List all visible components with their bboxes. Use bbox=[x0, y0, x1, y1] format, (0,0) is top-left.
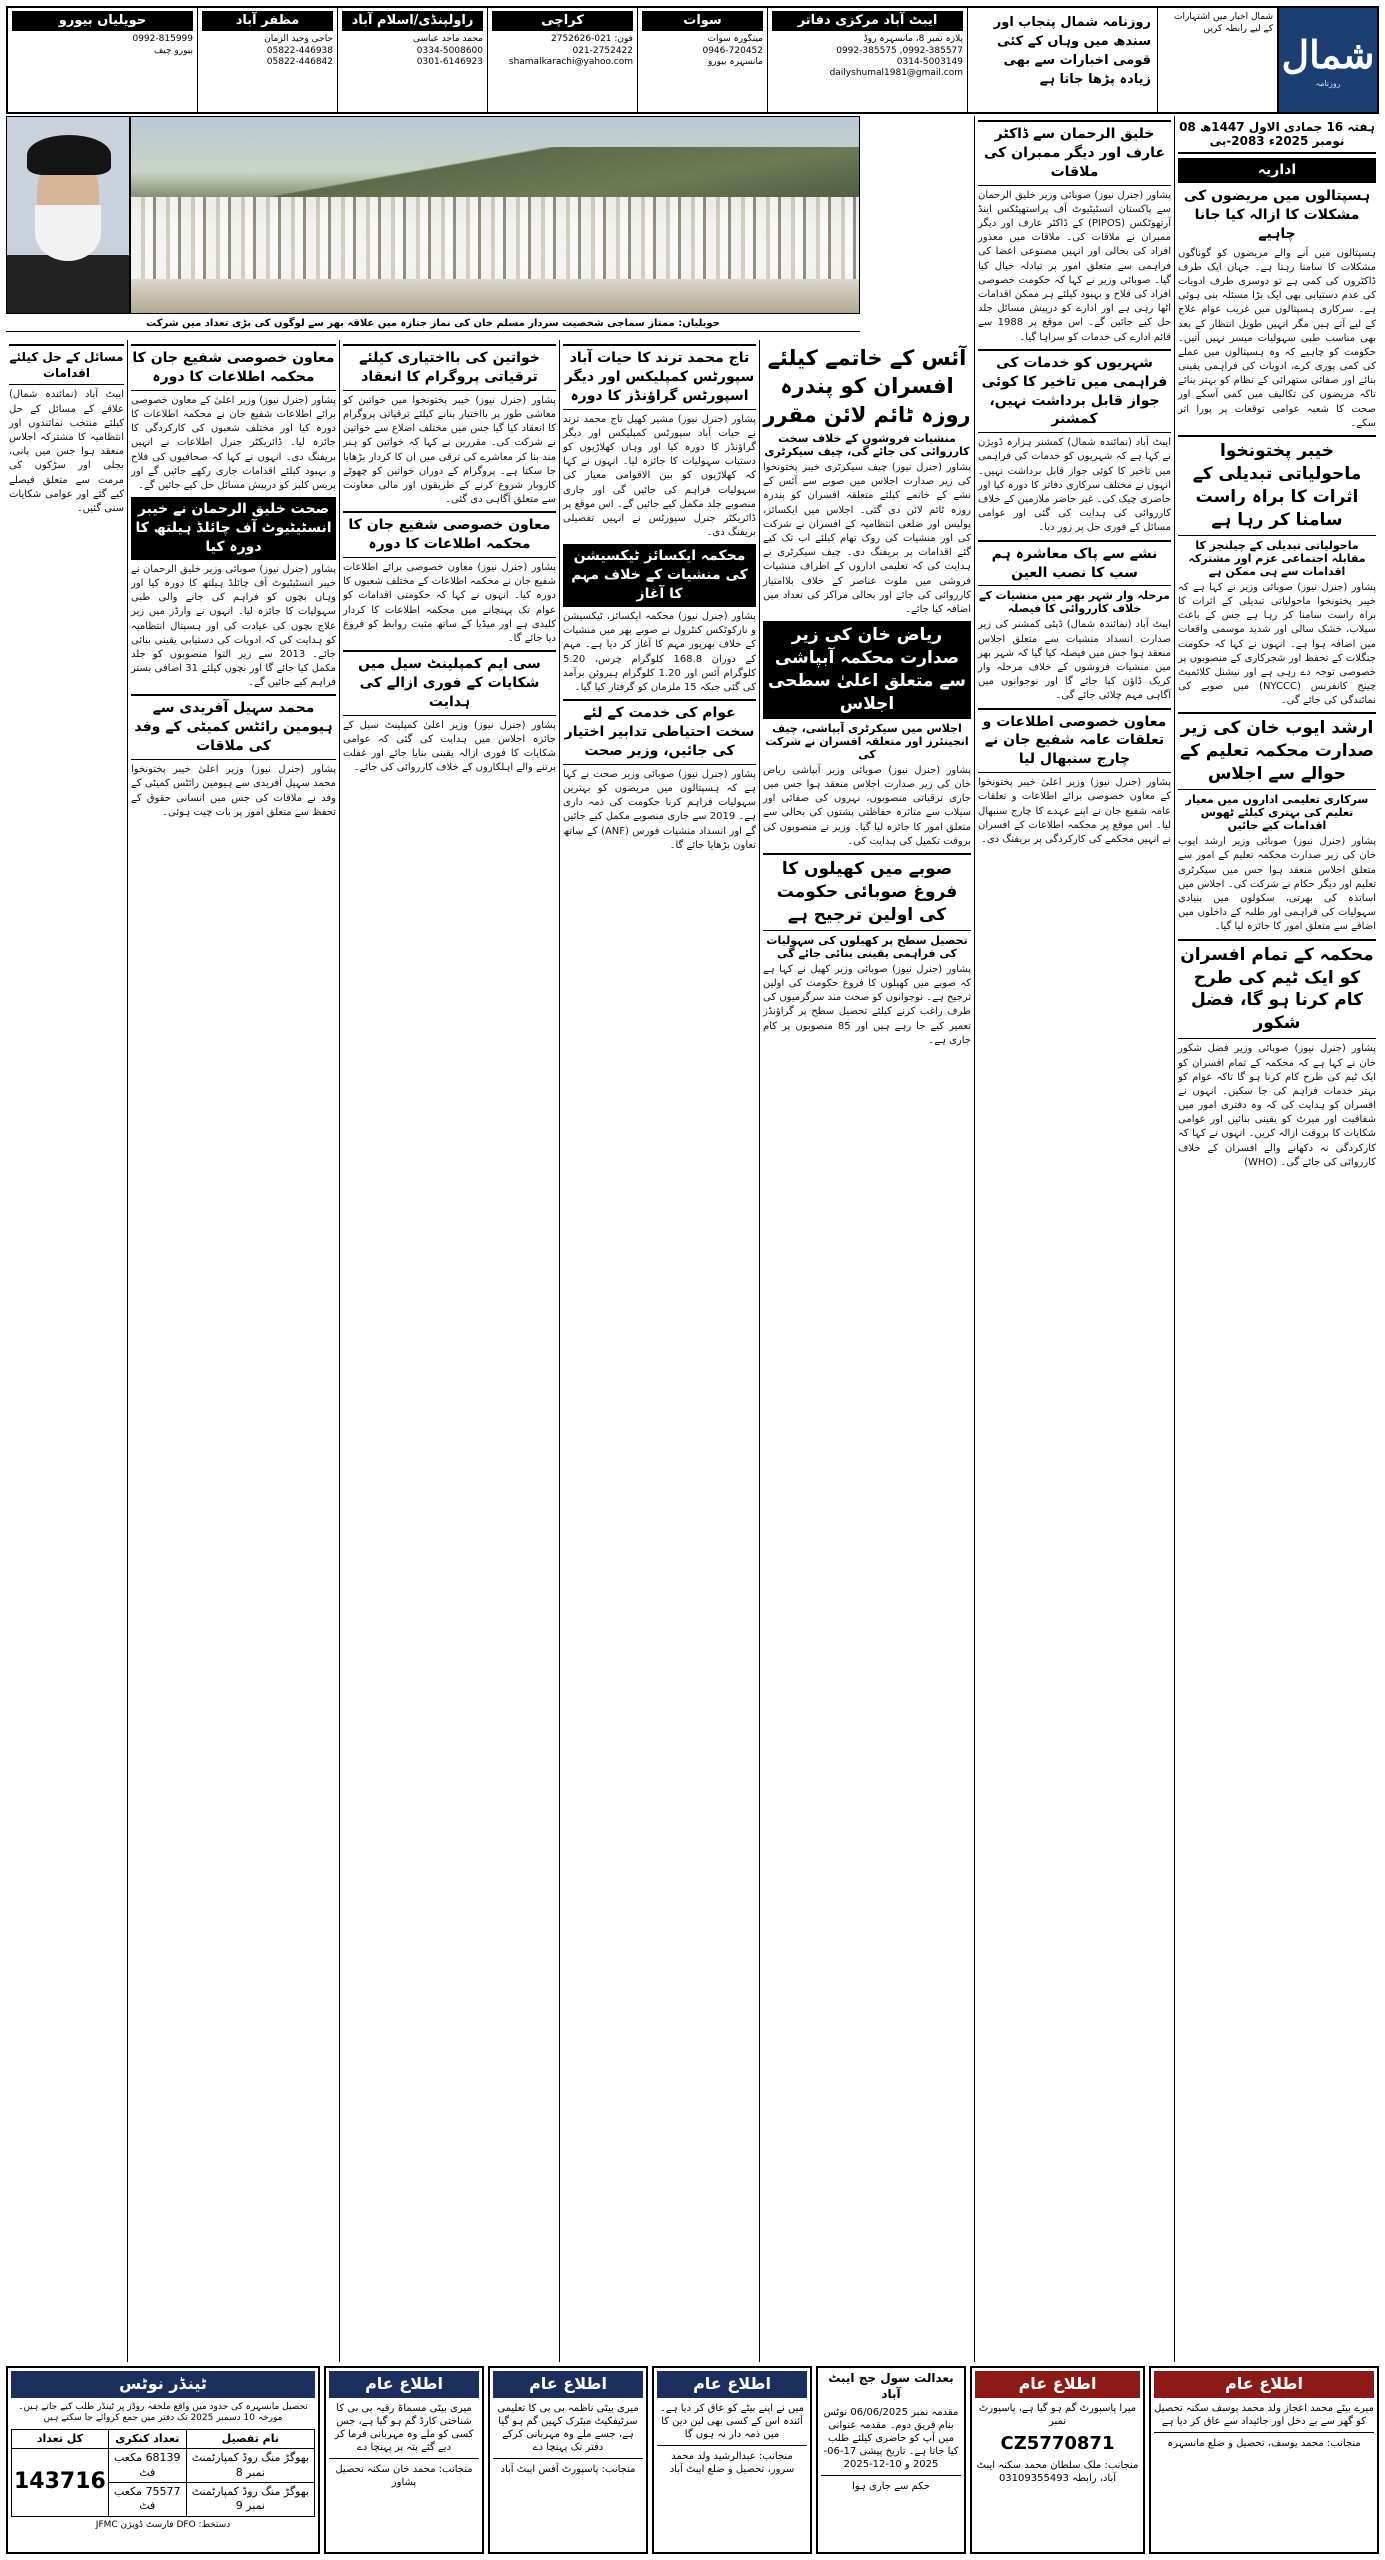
ad-title: اطلاع عام bbox=[493, 2371, 643, 2398]
table-header: کل تعداد bbox=[12, 2430, 109, 2449]
table-header: نام تفصیل bbox=[186, 2430, 314, 2449]
subheadline: اجلاس میں سیکرٹری آبپاشی، چیف انجینئرز اور متعلقہ افسران نے شرکت کی bbox=[765, 721, 969, 761]
article-body: پشاور (جنرل نیوز) مشیر کھیل تاج محمد ترند نے حیات آباد سپورٹس کمپلیکس اور دیگر گراؤنڈز کا دورہ کیا اور وہاں کھلاڑیوں کو دستیاب سہولیات کا جائزہ لیا۔ انہوں نے کہا کہ کھلاڑیوں کو بین الاقوامی معیار کی سہولیات فراہم کی جائیں گی اور جاری منصوبے جلد مکمل کیے جائیں گے۔ اس موقع پر ڈائریکٹر جنرل سپورٹس نے انہیں تفصیلی بریفنگ دی۔ bbox=[563, 413, 756, 539]
subheadline: ماحولیاتی تبدیلی کے چیلنجز کا مقابلہ اجتماعی عزم اور مشترکہ اقدامات سے ہی ممکن ہے bbox=[1188, 538, 1366, 578]
public-notice-ad[interactable] bbox=[970, 2366, 1145, 2554]
office-city: مظفر آباد bbox=[202, 11, 333, 31]
logo-subtitle: روزنامہ bbox=[1315, 78, 1341, 88]
ad-title: اطلاع عام bbox=[329, 2371, 479, 2398]
article-body: پشاور (جنرل نیوز) وزیر اعلیٰ کمپلینٹ سیل کے جائزہ اجلاس میں ہدایت کی گئی کہ عوامی شکایات کا فوری ازالہ یقینی بنایا جائے اور غفلت برتنے والے اہلکاروں کے خلاف کارروائی کی جائے۔ bbox=[343, 719, 556, 774]
headline[interactable]: محکمہ ایکسائز ٹیکسیشن کی منشیات کے خلاف مہم کا آغاز bbox=[563, 544, 756, 607]
column-editorial bbox=[1174, 116, 1379, 2362]
table-cell: 75577 مکعب فٹ bbox=[108, 2483, 186, 2517]
funeral-crowd-photo bbox=[130, 116, 860, 314]
ad-text: میری بیٹی مسماۃ رقیہ بی بی کا شناختی کارڈ گم ہو گیا ہے، جس کسی کو ملے وہ مہربانی فرما کر دیے گئے پتہ پر پہنچا دے bbox=[334, 2402, 474, 2453]
article-body: پشاور (جنرل نیوز) صوبائی وزیر خلیق الرحمان نے خیبر انسٹیٹیوٹ آف چائلڈ ہیلتھ کا دورہ کیا اور وہاں بچوں کو فراہم کی جانے والی طبی سہولیات کا جائزہ لیا۔ انہوں نے وارڈز میں زیر علاج بچوں کی عیادت کی اور ہسپتال انتظامیہ کو ہدایت کی کہ ادویات کی دستیابی یقینی بنائی جائے۔ 2013 سے زیر التوا منصوبوں کو جلد مکمل کیا جائے گا اور بچوں کیلئے 31 اضافی بستر فراہم کیے جائیں گے۔ bbox=[131, 563, 337, 689]
ad-text: میرے بیٹے محمد اعجاز ولد محمد یوسف سکنہ تحصیل کو گھر سے بے دخل اور جائیداد سے عاق کر دیا ہے bbox=[1154, 2402, 1374, 2427]
office-line: فون: 021-2752626 bbox=[551, 34, 633, 45]
headline[interactable]: شہریوں کو خدمات کی فراہمی میں تاخیر کا کوئی جواز قابل برداشت نہیں، کمشنر bbox=[978, 349, 1171, 434]
article-body: پشاور (جنرل نیوز) صوبائی وزیر کھیل نے کہا ہے کہ صوبے میں کھیلوں کا فروغ حکومت کی اولین ترجیح ہے۔ نوجوانوں کو صحت مند سرگرمیوں کی طرف راغب کرنے کیلئے تحصیل سطح پر گراؤنڈز تعمیر کیے جا رہے ہیں اور 85 منصوبوں پر کام جاری ہے۔ bbox=[763, 963, 971, 1046]
office-box bbox=[8, 8, 197, 112]
portrait-shawl bbox=[7, 255, 129, 313]
article-body: پشاور (جنرل نیوز) وزیر اعلیٰ کے معاون خصوصی برائے اطلاعات شفیع جان نے محکمہ اطلاعات کا دورہ کیا اور مختلف شعبوں کی کارکردگی کا جائزہ لیا۔ ڈائریکٹر جنرل اطلاعات نے انہیں بریفنگ دی۔ انہوں نے کہا کہ صحافیوں کی فلاح و بہبود کیلئے اقدامات جاری رکھے جائیں گے اور پریس کلبز کو درپیش مسائل حل کیے جائیں گے۔ bbox=[131, 394, 336, 491]
headline[interactable]: خلیق الرحمان سے ڈاکٹر عارف اور دیگر ممبران کی ملاقات bbox=[978, 120, 1171, 186]
ad-text: تحصیل مانسہرہ کی حدود میں واقع ملحقہ روڈز پر ٹینڈر طلب کیے جاتے ہیں۔ مورخہ 10 دسمبر 2025 تک دفتر میں جمع کروائے جا سکتے ہیں bbox=[18, 2401, 308, 2424]
tender-notice-ad[interactable] bbox=[6, 2366, 320, 2554]
editorial-heading[interactable]: ہسپتالوں میں مریضوں کی مشکلات کا ازالہ کیا جانا چاہیے bbox=[1183, 187, 1371, 242]
public-notice-ad[interactable] bbox=[324, 2366, 484, 2554]
table-cell: بھوگڑ منگ روڈ کمپارٹمنٹ نمبر 9 bbox=[186, 2483, 314, 2517]
office-line: 0301-6146923 bbox=[416, 56, 483, 67]
office-line: 0992-815999 bbox=[132, 34, 193, 45]
newspaper-logo[interactable] bbox=[1277, 8, 1377, 112]
tender-table bbox=[11, 2429, 315, 2516]
office-line: 021-2752422 bbox=[572, 45, 633, 56]
headline[interactable]: تاج محمد ترند کا حیات آباد سپورٹس کمپلیکس اور دیگر اسپورٹس گراؤنڈز کا دورہ bbox=[563, 344, 756, 410]
article-body: پشاور (جنرل نیوز) صوبائی وزیر فضل شکور خان نے کہا ہے کہ محکمہ کے تمام افسران کو ایک ٹیم کی طرح کام کرنا ہو گا تاکہ عوام کو بہتر خدمات فراہم کی جا سکیں۔ انہوں نے افسران کو ہدایت کی کہ وہ دفتری امور میں شفافیت اور میرٹ کو یقینی بنائیں اور عوامی شکایات کا بروقت ازالہ کریں۔ انہوں نے کہا کہ کارکردگی نہ دکھانے والے افسران کے خلاف کارروائی کی جائے گی۔ (WHO) bbox=[1178, 1043, 1376, 1168]
article-body: ایبٹ آباد (نمائندہ شمال) ڈپٹی کمشنر کی زیر صدارت انسداد منشیات سے متعلق اجلاس منعقد ہوا جس میں فیصلہ کیا گیا کہ شہر بھر میں منشیات فروشوں کے خلاف مرحلہ وار کریک ڈاؤن کیا جائے گا اور نوجوانوں میں آگاہی مہم چلائی جائے گی۔ bbox=[978, 619, 1171, 702]
headline[interactable]: عوام کی خدمت کے لئے سخت احتیاطی تدابیر اختیار کی جائیں، وزیر صحت bbox=[563, 699, 756, 765]
logo-text: شمال bbox=[1281, 31, 1375, 77]
office-city: راولپنڈی/اسلام آباد bbox=[342, 11, 483, 31]
headline[interactable]: معاون خصوصی شفیع جان کا محکمہ اطلاعات کا دورہ bbox=[131, 344, 336, 391]
headline[interactable]: نشے سے پاک معاشرہ ہم سب کا نصب العین bbox=[978, 540, 1171, 587]
office-line: 0334-5008600 bbox=[416, 45, 483, 56]
table-cell: بھوگڑ منگ روڈ کمپارٹمنٹ نمبر 8 bbox=[186, 2449, 314, 2483]
article-body: پشاور (جنرل نیوز) صوبائی وزیر ارشد ایوب خان کی زیر صدارت محکمہ تعلیم کے امور سے متعلق اجلاس منعقد ہوا جس میں سیکرٹری تعلیم اور دیگر حکام نے شرکت کی۔ اجلاس میں اساتذہ کی بھرتی، سکولوں میں بنیادی سہولیات کی فراہمی اور طلبہ کے داخلوں میں اضافے سے متعلق امور کا جائزہ لیا گیا۔ bbox=[1178, 836, 1376, 933]
ad-title: ٹینڈر نوٹس bbox=[11, 2371, 315, 2398]
headline[interactable]: مسائل کے حل کیلئے اقدامات bbox=[9, 344, 124, 385]
ad-text: میری بیٹی ناظمہ بی بی کا تعلیمی سرٹیفکیٹ میٹرک کہیں گم ہو گیا ہے، جسے ملے وہ مہربانی کرکے دفتر تک پہنچا دے bbox=[497, 2402, 639, 2453]
office-box bbox=[337, 8, 487, 112]
portrait-beard bbox=[35, 205, 101, 261]
office-line: حاجی وحید الزمان bbox=[264, 34, 333, 45]
photo-crowd bbox=[131, 197, 859, 279]
masthead bbox=[6, 6, 1379, 114]
table-cell: 68139 مکعب فٹ bbox=[108, 2449, 186, 2483]
public-notice-ad[interactable] bbox=[652, 2366, 812, 2554]
office-line: 0992-385577, 0992-385575 bbox=[836, 45, 963, 56]
lead-headline[interactable]: آئس کے خاتمے کیلئے افسران کو پندرہ روزہ ٹائم لائن مقرر bbox=[763, 346, 971, 427]
portrait-photo bbox=[6, 116, 130, 314]
public-notice-ad[interactable] bbox=[488, 2366, 648, 2554]
ad-title: اطلاع عام bbox=[657, 2371, 807, 2398]
article-body: پشاور (جنرل نیوز) خیبر پختونخوا میں خواتین کو معاشی طور پر بااختیار بنانے کیلئے ترقیاتی پروگرام کا انعقاد کیا گیا جس میں مختلف اضلاع سے خواتین نے شرکت کی۔ مقررین نے کہا کہ خواتین کو ہنر مند بنا کر معاشرے کی ترقی میں ان کا کردار بڑھایا جا سکتا ہے۔ پروگرام کے دوران خواتین کو چھوٹے کاروبار شروع کرنے کے طریقوں اور مالی معاونت سے متعلق آگاہی دی گئی۔ bbox=[343, 394, 556, 506]
headline[interactable]: صحت خلیق الرحمان نے خیبر انسٹیٹیوٹ آف چائلڈ ہیلتھ کا دورہ کیا bbox=[131, 497, 336, 560]
headline[interactable]: خیبر پختونخوا ماحولیاتی تبدیلی کے اثرات کا براہ راست سامنا کر رہا ہے bbox=[1178, 435, 1376, 536]
article-body: پشاور (جنرل نیوز) وزیر اعلیٰ خیبر پختونخوا کے معاون خصوصی برائے اطلاعات و تعلقات عامہ شفیع جان نے اپنے عہدے کا چارج سنبھال لیا۔ اس موقع پر محکمہ اطلاعات کے افسران نے انہیں محکمے کی کارکردگی پر بریفنگ دی۔ bbox=[978, 777, 1171, 845]
ad-footer: منجانب: ملک سلطان محمد سکنہ ایبٹ آباد، رابطہ 03109355493 bbox=[976, 2460, 1139, 2485]
office-line: 0314-5003149 bbox=[896, 56, 963, 67]
subheadline: منشیات فروشوں کے خلاف سخت کارروائی کی جائے گی، چیف سیکرٹری bbox=[764, 432, 970, 459]
ad-footer: منجانب: پاسپورٹ آفس ایبٹ آباد bbox=[500, 2463, 636, 2475]
ad-footer: منجانب: محمد یوسف، تحصیل و ضلع مانسہرہ bbox=[1167, 2437, 1361, 2449]
office-line: بیورو چیف bbox=[153, 45, 193, 56]
ad-text: مقدمہ نمبر 06/06/2025 نوٹس بنام فریق دوم۔ مقدمہ عنوانی میں آپ کو حاضری کیلئے طلب کیا جاتا ہے۔ تاریخ پیشی 17-06-2025 و 10-12-2025 bbox=[823, 2407, 959, 2471]
ad-text: میرا پاسپورٹ گم ہو گیا ہے، پاسپورٹ نمبر bbox=[978, 2402, 1137, 2427]
public-notice-ad[interactable] bbox=[1149, 2366, 1379, 2554]
office-line: مینگورہ سوات bbox=[707, 34, 763, 45]
office-line: 05822-446938 bbox=[266, 45, 333, 56]
ad-text: میں نے اپنے بیٹے کو عاق کر دیا ہے۔ آئندہ اس کے کسی بھی لین دین کا میں ذمہ دار نہ ہوں گا bbox=[659, 2402, 804, 2440]
office-box bbox=[197, 8, 337, 112]
article-body: پشاور (جنرل نیوز) معاون خصوصی برائے اطلاعات شفیع جان نے محکمہ اطلاعات کے مختلف شعبوں کا دورہ کیا۔ انہوں نے کہا کہ حکومتی اقدامات کو عوام تک پہنچانے میں محکمہ اطلاعات کا کردار کلیدی ہے اور میڈیا کے ساتھ مثبت روابط کو فروغ دیا جائے گا۔ bbox=[343, 562, 556, 644]
office-box bbox=[487, 8, 637, 112]
subheadline: سرکاری تعلیمی اداروں میں معیار تعلیم کی بہتری کیلئے ٹھوس اقدامات کیے جائیں bbox=[1185, 793, 1369, 833]
column-d bbox=[559, 340, 759, 2362]
headline[interactable]: معاون خصوصی شفیع جان کا محکمہ اطلاعات کا دورہ bbox=[343, 511, 556, 558]
date-line: ہفتہ 16 جمادی الاول 1447ھ 08 نومبر 2025ء 2083-بی bbox=[1178, 116, 1376, 154]
article-body: پشاور (جنرل نیوز) وزیر اعلیٰ خیبر پختونخوا محمد سہیل آفریدی سے ہیومین رائٹس کمیٹی کے وفد نے ملاقات کی جس میں انسانی حقوق کے تحفظ سے متعلق امور پر بات چیت ہوئی۔ bbox=[131, 764, 336, 818]
headline[interactable]: سی ایم کمپلینٹ سیل میں شکایات کے فوری ازالے کی ہدایت bbox=[343, 650, 556, 716]
office-city: کراچی bbox=[492, 11, 633, 31]
article-body: ایبٹ آباد (نمائندہ شمال) علاقے کے مسائل کے حل کیلئے منتخب نمائندوں اور انتظامیہ کا مشترکہ اجلاس منعقد ہوا جس میں پانی، بجلی اور سڑکوں کی مرمت سے متعلق فیصلے کیے گئے اور عوامی شکایات سنی گئیں۔ bbox=[9, 389, 124, 514]
office-line: محمد ماجد عباسی bbox=[412, 34, 483, 45]
article-body: پشاور (جنرل نیوز) صوبائی وزیر آبپاشی ریاض خان کی زیر صدارت اجلاس منعقد ہوا جس میں جاری ترقیاتی منصوبوں، نہروں کی صفائی اور سیلاب سے متاثرہ حفاظتی پشتوں کی بحالی سے متعلق امور کا جائزہ لیا گیا۔ وزیر نے منصوبوں کی بروقت تکمیل کی ہدایت کی۔ bbox=[763, 764, 971, 847]
masthead-tagline: روزنامہ شمال پنجاب اور سندھ میں وہاں کے کئی قومی اخبارات سے بھی زیادہ پڑھا جاتا ہے bbox=[967, 8, 1157, 112]
tender-total: 143716 bbox=[12, 2449, 109, 2516]
table-header: تعداد کنکری bbox=[108, 2430, 186, 2449]
column-e bbox=[339, 340, 559, 2362]
headline[interactable]: محکمہ کے تمام افسران کو ایک ٹیم کی طرح کام کرنا ہو گا، فضل شکور bbox=[1178, 939, 1376, 1040]
office-line: 0946-720452 bbox=[702, 45, 763, 56]
ad-footer: حکم سے جاری ہوا bbox=[852, 2481, 930, 2493]
article-body: پشاور (جنرل نیوز) صوبائی وزیر خلیق الرحمان سے پاکستان انسٹیٹیوٹ آف پراستھیٹکس اینڈ آرتھوٹکس (PIPOS) کے ڈاکٹر عارف اور دیگر ممبران نے ملاقات کی۔ ملاقات میں معذور افراد کی بحالی اور انہیں مصنوعی اعضا کی فراہمی سے متعلق امور پر تبادلہ خیال کیا گیا۔ صوبائی وزیر نے کہا کہ حکومت خصوصی افراد کی فلاح و بہبود کیلئے ہر ممکن اقدامات اٹھا رہی ہے اور ادارے کو درپیش مسائل جلد حل کیے جائیں گے۔ اس موقع پر 1988 سے قائم ادارے کی خدمات کو سراہا گیا۔ bbox=[978, 189, 1171, 343]
photo-hills bbox=[131, 147, 859, 202]
office-email[interactable]: dailyshumal1981@gmail.com bbox=[829, 68, 963, 78]
column-f bbox=[127, 340, 339, 2362]
ad-title: بعدالت سول جج ایبٹ آباد bbox=[828, 2371, 954, 2401]
subheadline: تحصیل سطح پر کھیلوں کی سہولیات کی فراہمی یقینی بنائی جائے گی bbox=[766, 933, 968, 960]
portrait-turban bbox=[27, 135, 111, 175]
editorial-body: ہسپتالوں میں آنے والے مریضوں کو گوناگوں مشکلات کا سامنا رہتا ہے۔ جہاں ایک طرف ڈاکٹروں کی کمی ہے تو دوسری طرف ادویات کی عدم دستیابی بھی ایک بڑا مسئلہ بنی ہوئی ہے۔ سرکاری ہسپتالوں میں غریب عوام علاج کے لیے آتے ہیں مگر انہیں طویل انتظار کے بعد بھی مناسب طبی سہولیات میسر نہیں آتیں۔ حکومت کو چاہیے کہ وہ ہسپتالوں میں عملے کی کمی پوری کرے، ادویات کی فراہمی یقینی بنائے اور صفائی ستھرائی کے نظام کو بہتر بنائے تاکہ مریضوں کی تکالیف میں کمی آسکے اور صحت کا شعبہ عوامی توقعات پر پورا اتر سکے۔ bbox=[1178, 247, 1376, 429]
office-city: حویلیاں بیورو bbox=[12, 11, 193, 31]
column-b bbox=[974, 116, 1174, 2362]
headline[interactable]: خواتین کی بااختیاری کیلئے ترقیاتی پروگرام کا انعقاد bbox=[343, 344, 556, 391]
office-line: مانسہرہ بیورو bbox=[707, 56, 763, 67]
editorial-title: اداریہ bbox=[1178, 158, 1376, 183]
passport-number: CZ5770871 bbox=[1000, 2432, 1115, 2454]
court-notice-ad[interactable] bbox=[816, 2366, 966, 2554]
classified-ads-band bbox=[6, 2366, 1379, 2554]
ad-title: اطلاع عام bbox=[975, 2371, 1140, 2398]
article-body: پشاور (جنرل نیوز) صوبائی وزیر نے کہا ہے کہ خیبر پختونخوا ماحولیاتی تبدیلی کے اثرات کا براہ راست سامنا کر رہا ہے جس کے باعث سیلاب، خشک سالی اور شدید موسمی واقعات میں اضافہ ہوا ہے۔ انہوں نے کہا کہ حکومت جنگلات کے تحفظ اور شجرکاری کے منصوبوں پر خصوصی توجہ دے رہی ہے اور نیشنل کلائمیٹ چینج کانفرنس (NYCCC) میں صوبے کی نمائندگی کی جائے گی۔ bbox=[1178, 581, 1376, 707]
masthead-strip: شمال اخبار میں اشتہارات کے لیے رابطہ کریں bbox=[1157, 8, 1277, 112]
ad-title: اطلاع عام bbox=[1154, 2371, 1374, 2398]
office-box bbox=[767, 8, 967, 112]
headline[interactable]: معاون خصوصی اطلاعات و تعلقات عامہ شفیع جان نے چارج سنبھال لیا bbox=[978, 708, 1171, 774]
ad-footer: دستخط: DFO فارسٹ ڈویژن JFMC bbox=[95, 2519, 231, 2530]
office-box bbox=[637, 8, 767, 112]
office-city: سوات bbox=[642, 11, 763, 31]
headline[interactable]: ریاض خان کی زیر صدارت محکمہ آبپاشی سے متعلق اعلیٰ سطحی اجلاس bbox=[763, 621, 971, 719]
article-body: پشاور (جنرل نیوز) چیف سیکرٹری خیبر پختونخوا کی زیر صدارت اجلاس میں صوبے سے آئس کے نشے کے خاتمے کیلئے متعلقہ افسران کو پندرہ روزہ ٹائم لائن دی گئی۔ اجلاس میں ایکسائز، پولیس اور ضلعی انتظامیہ کے افسران نے شرکت کی اور منشیات کی روک تھام کیلئے اب تک کیے گئے اقدامات پر بریفنگ دی۔ چیف سیکرٹری نے ہدایت کی کہ تعلیمی اداروں کے اطراف منشیات فروشی میں ملوث عناصر کے خلاف بلاامتیاز کارروائی کی جائے اور بحالی مراکز کی تعداد میں اضافہ کیا جائے۔ bbox=[763, 462, 971, 615]
article-body: پشاور (جنرل نیوز) صوبائی وزیر صحت نے کہا ہے کہ ہسپتالوں میں مریضوں کو بہترین سہولیات فراہم کرنا حکومت کی ذمہ داری ہے۔ 2019 سے جاری منصوبے مکمل کیے جائیں گے اور انسداد منشیات فورس (ANF) کے ساتھ تعاون بڑھایا جائے گا۔ bbox=[563, 768, 757, 851]
table-row bbox=[12, 2449, 315, 2483]
headline[interactable]: صوبے میں کھیلوں کا فروغ صوبائی حکومت کی اولین ترجیح ہے bbox=[763, 853, 971, 931]
headline[interactable]: محمد سہیل آفریدی سے ہیومین رائٹس کمیٹی کے وفد کی ملاقات bbox=[131, 694, 336, 760]
column-g bbox=[6, 340, 127, 2362]
headline[interactable]: ارشد ایوب خان کی زیر صدارت محکمہ تعلیم کے حوالے سے اجلاس bbox=[1178, 712, 1376, 790]
office-line: 05822-446842 bbox=[266, 56, 333, 67]
photo-caption: حویلیاں: ممتاز سماجی شخصیت سردار مسلم خان کی نماز جنازہ میں علاقہ بھر سے لوگوں کی بڑی تعداد میں شرکت bbox=[6, 316, 860, 332]
subheadline: مرحلہ وار شہر بھر میں منشیات کے خلاف کارروائی کا فیصلہ bbox=[979, 589, 1170, 616]
office-line: پلازہ نمبر 8، مانسہرہ روڈ bbox=[863, 34, 963, 45]
column-c bbox=[759, 340, 974, 2362]
office-city: ایبٹ آباد مرکزی دفاتر bbox=[772, 11, 963, 31]
office-email[interactable]: shamalkarachi@yahoo.com bbox=[508, 56, 633, 67]
article-body: ایبٹ آباد (نمائندہ شمال) کمشنر ہزارہ ڈویژن نے کہا ہے کہ شہریوں کو خدمات کی فراہمی میں تاخیر کا کوئی جواز قابل برداشت نہیں۔ انہوں نے مختلف سرکاری دفاتر کا دورہ کیا اور حاضری چیک کی۔ غیر حاضر ملازمین کے خلاف کارروائی کی ہدایت کی گئی اور عوامی مسائل کے فوری حل پر زور دیا۔ bbox=[978, 437, 1171, 534]
ad-footer: منجانب: محمد خان سکنہ تحصیل پشاور bbox=[335, 2463, 473, 2488]
ad-footer: منجانب: عبدالرشید ولد محمد سرور، تحصیل و ضلع ایبٹ آباد bbox=[669, 2450, 795, 2475]
article-body: پشاور (جنرل نیوز) محکمہ ایکسائز، ٹیکسیشن و نارکوٹکس کنٹرول نے صوبے بھر میں منشیات کے خلاف بھرپور مہم کا آغاز کر دیا ہے۔ مہم کے دوران 168.8 کلوگرام چرس، 5.20 کلوگرام آئس اور 1.20 کلوگرام ہیروئن برآمد کی گئی جبکہ 15 ملزمان کو گرفتار کیا گیا۔ bbox=[563, 611, 756, 693]
